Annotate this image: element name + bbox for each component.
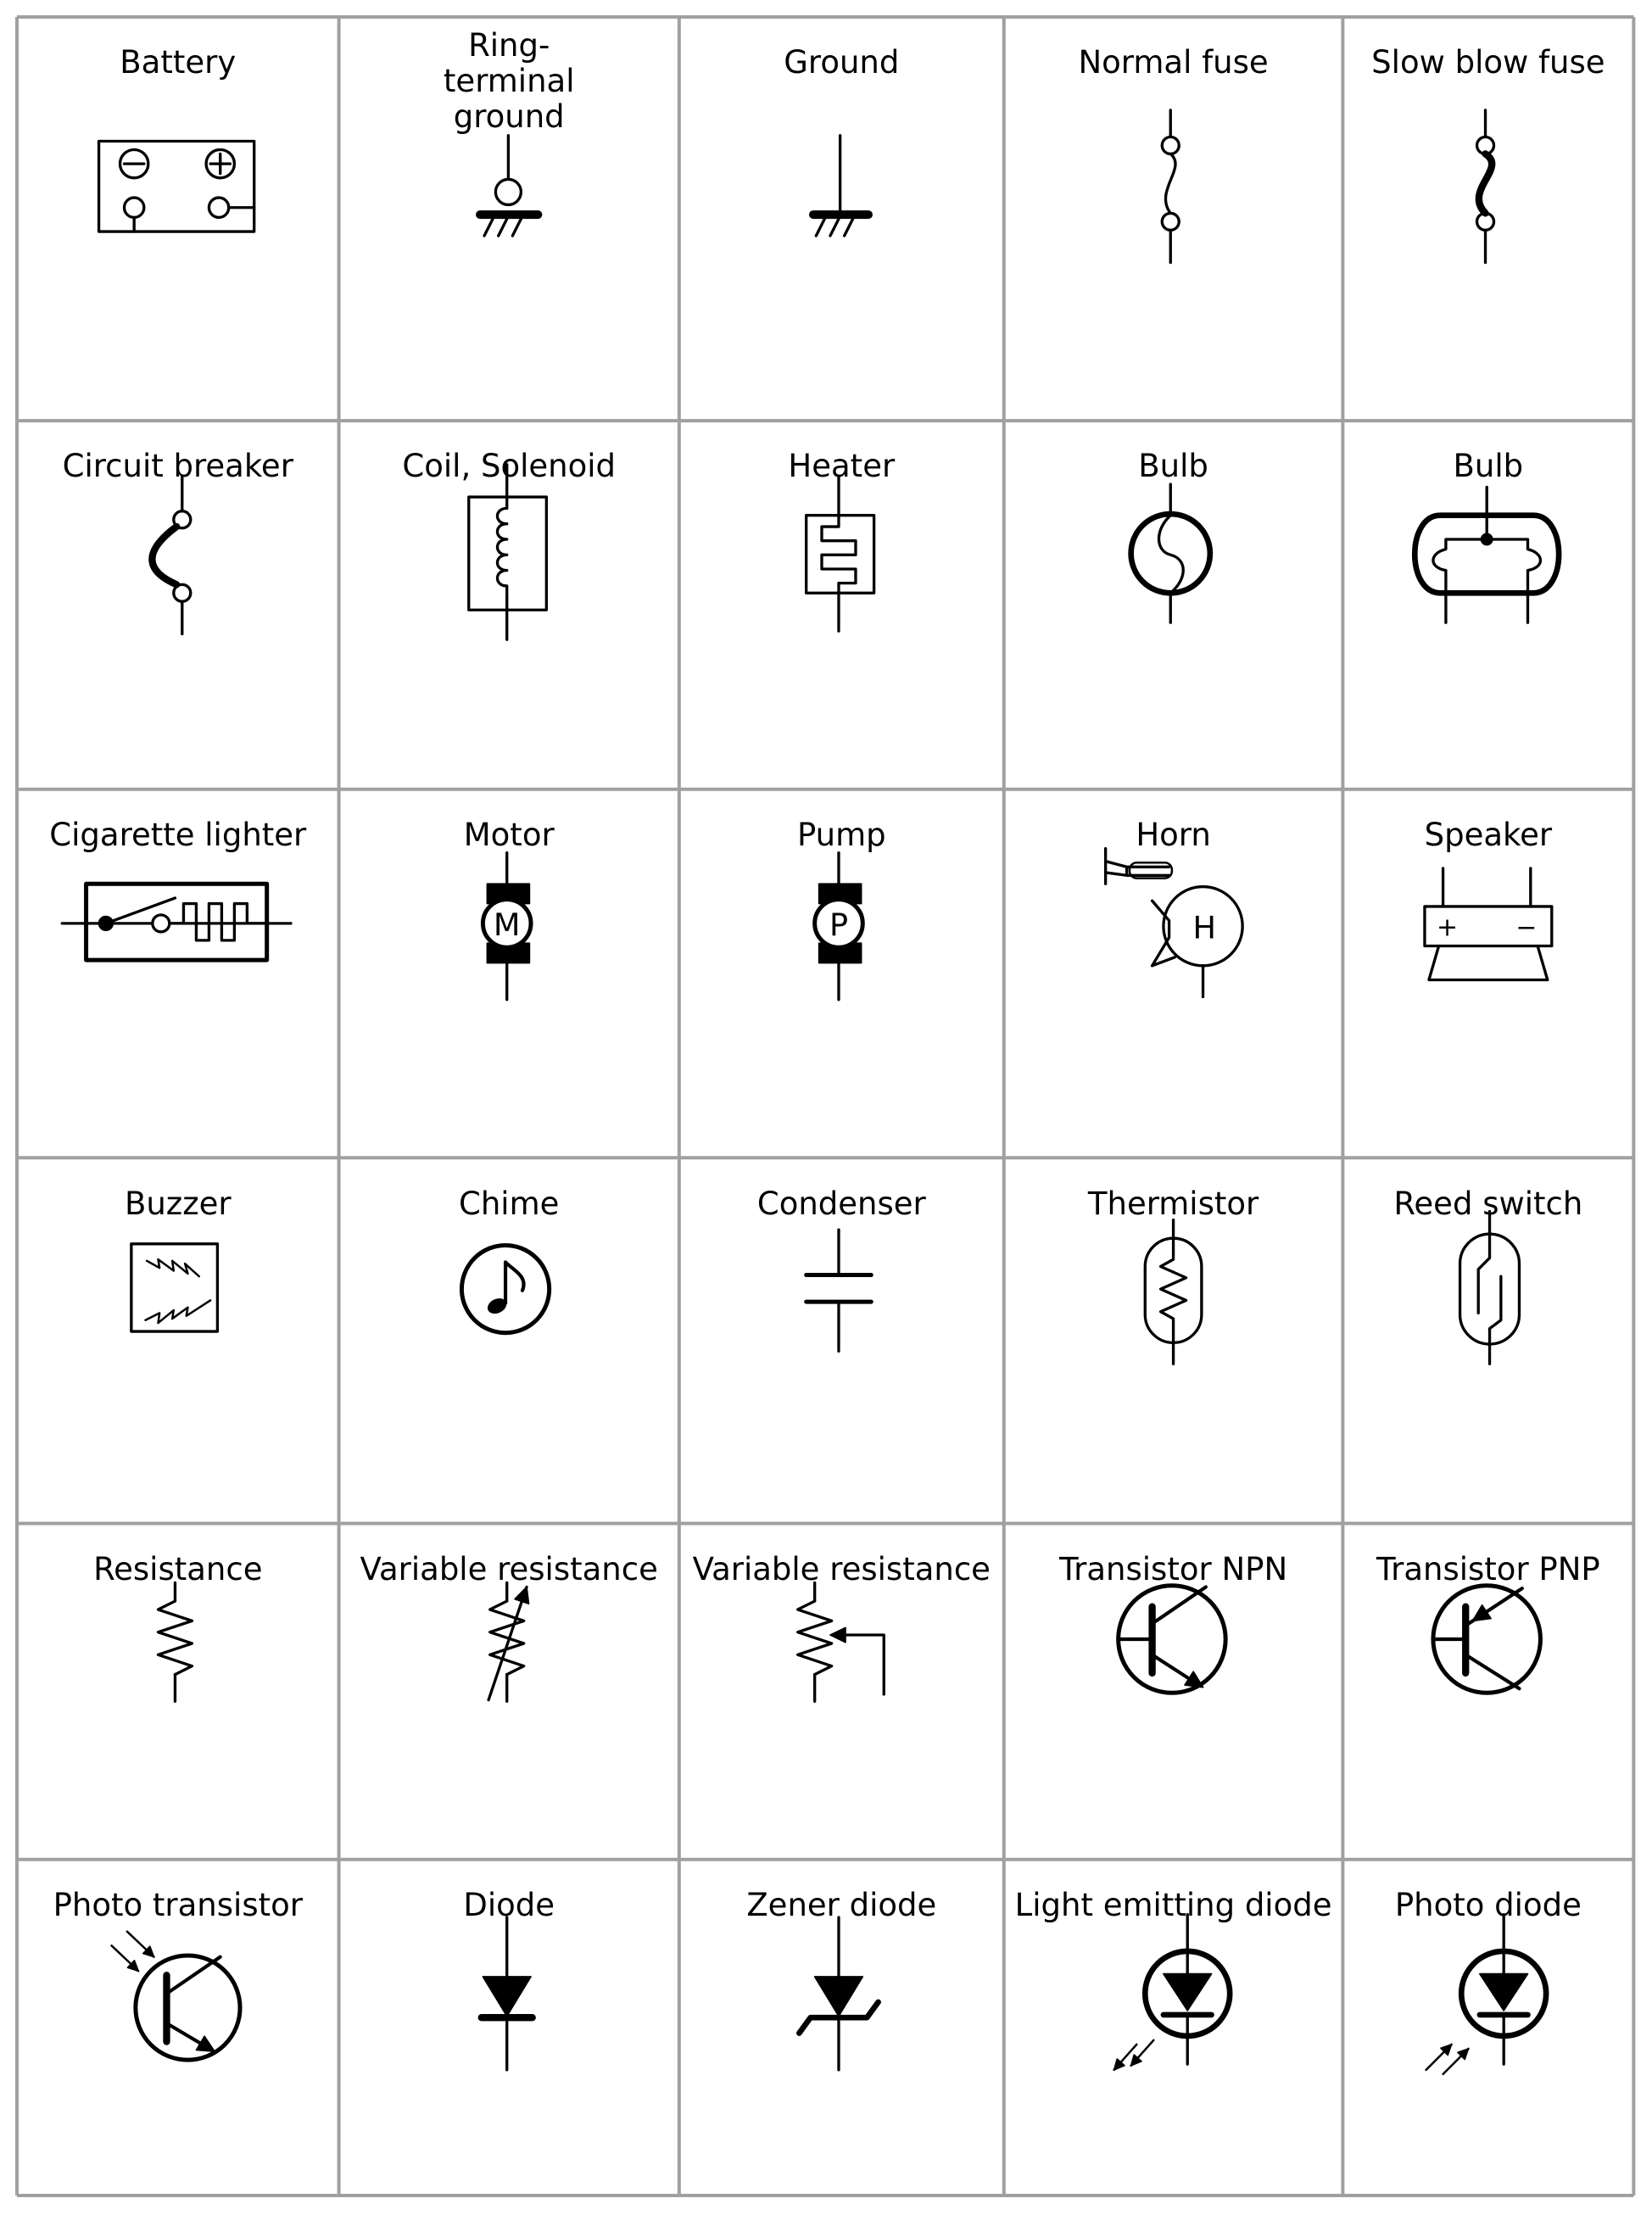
variable-resistance-wiper-icon	[798, 1582, 885, 1701]
symbol-label: Circuit breaker	[62, 448, 293, 485]
led-icon	[1114, 1915, 1231, 2070]
symbol-label: Light emitting diode	[1014, 1887, 1332, 1924]
slow-blow-fuse-icon	[1477, 110, 1494, 263]
horn-icon	[1106, 849, 1243, 997]
transistor-npn-icon	[1119, 1586, 1226, 1693]
motor-glyph: M	[493, 907, 521, 944]
diode-icon	[482, 1917, 533, 2070]
symbol-label: Chime	[459, 1185, 560, 1222]
grid-lines	[17, 17, 1633, 2195]
symbol-label: Transistor PNP	[1376, 1550, 1600, 1587]
coil-solenoid-icon	[469, 465, 547, 639]
pump-glyph: P	[829, 907, 849, 944]
symbol-label: Motor	[463, 817, 555, 853]
circuit-breaker-icon	[152, 476, 190, 633]
symbol-label: Bulb	[1453, 448, 1524, 485]
horn-glyph: H	[1192, 909, 1216, 946]
ring-terminal-ground-icon	[480, 136, 538, 236]
symbol-label: Photo transistor	[53, 1887, 303, 1924]
symbol-label: Condenser	[756, 1185, 926, 1222]
thermistor-icon	[1145, 1220, 1202, 1364]
symbol-label: Thermistor	[1087, 1185, 1259, 1222]
speaker-minus: −	[1515, 912, 1538, 943]
symbol-label: Battery	[120, 44, 237, 81]
symbol-label: Coil, Solenoid	[402, 448, 616, 485]
cigarette-lighter-icon	[62, 884, 291, 960]
buzzer-icon	[131, 1244, 218, 1331]
symbol-label: Zener diode	[746, 1887, 937, 1924]
symbol-label: Pump	[796, 817, 886, 853]
motor-icon	[483, 853, 531, 1000]
symbol-label: Diode	[463, 1887, 555, 1924]
heater-icon	[806, 477, 874, 631]
speaker-plus: +	[1437, 912, 1459, 943]
speaker-icon	[1425, 868, 1552, 980]
resistance-icon	[158, 1582, 192, 1701]
symbol-label: Variable resistance	[692, 1550, 991, 1587]
symbol-label: Transistor NPN	[1059, 1550, 1288, 1587]
bulb-double-filament-icon	[1415, 487, 1559, 622]
normal-fuse-icon	[1162, 110, 1179, 263]
symbol-label: Ground	[784, 44, 900, 81]
symbol-label: Buzzer	[124, 1185, 232, 1222]
symbol-label: Slow blow fuse	[1371, 44, 1605, 81]
symbol-label: Speaker	[1424, 817, 1553, 853]
symbol-label: Heater	[788, 448, 896, 485]
condenser-icon	[806, 1230, 872, 1351]
reed-switch-icon	[1460, 1212, 1520, 1364]
symbol-label: Bulb	[1138, 448, 1208, 485]
pump-icon	[815, 853, 863, 1000]
ground-icon	[813, 136, 868, 236]
symbol-label: Photo diode	[1394, 1887, 1582, 1924]
bulb-single-filament-icon	[1131, 484, 1210, 622]
photo-transistor-icon	[112, 1932, 241, 2061]
symbol-label: Cigarette lighter	[49, 817, 307, 853]
symbol-label: Normal fuse	[1078, 44, 1269, 81]
symbol-label: Resistance	[93, 1550, 263, 1587]
photo-diode-icon	[1426, 1915, 1547, 2074]
transistor-pnp-icon	[1433, 1586, 1541, 1693]
symbol-label: Reed switch	[1393, 1185, 1583, 1222]
variable-resistance-arrow-icon	[488, 1582, 528, 1701]
symbol-label: Horn	[1136, 817, 1211, 853]
zener-diode-icon	[799, 1917, 878, 2070]
chime-icon	[461, 1245, 549, 1332]
symbol-label: Variable resistance	[360, 1550, 658, 1587]
battery-icon	[99, 141, 254, 232]
symbol-label: Ring-terminal ground	[443, 27, 575, 136]
